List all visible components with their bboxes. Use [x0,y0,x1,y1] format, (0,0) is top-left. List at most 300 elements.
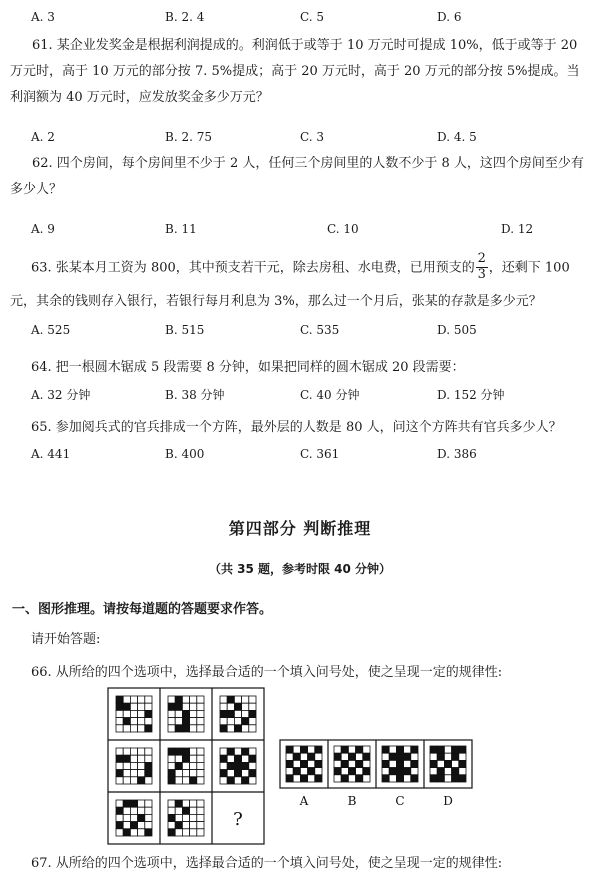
empty-square [182,777,189,784]
empty-square [197,718,204,725]
empty-square [116,829,123,836]
empty-square [197,696,204,703]
empty-square [300,768,307,775]
filled-square [145,829,152,836]
empty-square [356,753,363,760]
empty-square [234,777,241,784]
empty-square [293,760,300,767]
puzzle-matrix [108,688,264,844]
empty-square [197,777,204,784]
empty-square [227,755,234,762]
empty-square [123,710,130,717]
option-pattern-d [430,746,466,782]
filled-square [220,710,227,717]
option-label-d: D [443,794,453,808]
empty-square [348,760,355,767]
matrix-pattern-1 [116,696,152,732]
empty-square [444,775,451,782]
empty-square [227,770,234,777]
empty-square [234,748,241,755]
filled-square [220,725,227,732]
empty-square [242,755,249,762]
empty-square [116,777,123,784]
empty-square [116,800,123,807]
empty-square [168,696,175,703]
empty-square [168,725,175,732]
matrix-pattern-5 [168,748,204,784]
matrix-pattern-2 [168,696,204,732]
empty-square [168,800,175,807]
filled-square [363,753,370,760]
filled-square [138,814,145,821]
empty-square [116,814,123,821]
filled-square [356,746,363,753]
empty-square [411,753,418,760]
option-c: C. 10 [327,222,359,236]
filled-square [363,768,370,775]
empty-square [249,696,256,703]
empty-square [249,703,256,710]
empty-square [130,807,137,814]
question-64-text: 64. 把一根圆木锯成 5 段需要 8 分钟，如果把同样的圆木锯成 20 段需要： [31,360,465,375]
filled-square [138,777,145,784]
empty-square [363,775,370,782]
filled-square [437,753,444,760]
filled-square [249,710,256,717]
filled-square [182,710,189,717]
empty-square [404,775,411,782]
filled-square [175,725,182,732]
empty-square [382,768,389,775]
option-d: D. 505 [437,323,477,337]
empty-square [444,746,451,753]
option-b: B. 515 [165,323,205,337]
empty-square [130,696,137,703]
matrix-pattern-6 [220,748,256,784]
question-65-text: 65. 参加阅兵式的官兵排成一个方阵，最外层的人数是 80 人，问这个方阵共有官兵多少人？ [31,420,562,435]
filled-square [116,822,123,829]
empty-square [234,710,241,717]
empty-square [138,762,145,769]
filled-square [175,748,182,755]
filled-square [286,775,293,782]
empty-square [242,770,249,777]
filled-square [168,703,175,710]
empty-square [348,775,355,782]
question-66-text: 66. 从所给的四个选项中，选择最合适的一个填入问号处，使之呈现一定的规律性: [31,665,503,680]
fraction-numerator: 2 [477,251,486,266]
empty-square [175,770,182,777]
filled-square [234,770,241,777]
empty-square [389,760,396,767]
filled-square [227,777,234,784]
filled-square [182,807,189,814]
empty-square [242,703,249,710]
empty-square [138,807,145,814]
empty-square [249,748,256,755]
section-heading: 一、图形推理。请按每道题的答题要求作答。 [12,602,273,617]
empty-square [430,768,437,775]
empty-square [190,822,197,829]
empty-square [220,762,227,769]
filled-square [334,768,341,775]
option-c: C. 361 [300,447,340,461]
option-a: A. 9 [31,222,55,236]
filled-square [404,768,411,775]
filled-square [459,760,466,767]
empty-square [197,762,204,769]
empty-square [197,829,204,836]
empty-square [389,775,396,782]
empty-square [175,829,182,836]
filled-square [382,746,389,753]
filled-square [430,746,437,753]
option-d: D. 6 [437,10,462,24]
filled-square [123,800,130,807]
option-b: B. 11 [165,222,197,236]
filled-square [116,696,123,703]
filled-square [182,718,189,725]
empty-square [130,718,137,725]
empty-square [197,770,204,777]
empty-square [138,748,145,755]
empty-square [130,703,137,710]
filled-square [300,760,307,767]
empty-square [190,710,197,717]
filled-square [145,710,152,717]
filled-square [411,760,418,767]
filled-square [437,775,444,782]
part-subtitle: （共 35 题，参考时限 40 分钟） [208,562,392,576]
empty-square [459,768,466,775]
empty-square [138,725,145,732]
filled-square [242,777,249,784]
empty-square [249,762,256,769]
matrix-pattern-8 [168,800,204,836]
empty-square [123,777,130,784]
filled-square [308,753,315,760]
empty-square [130,829,137,836]
option-d: D. 152 分钟 [437,388,505,402]
filled-square [437,746,444,753]
filled-square [182,725,189,732]
empty-square [444,753,451,760]
empty-square [138,696,145,703]
empty-square [430,753,437,760]
filled-square [175,703,182,710]
option-c: C. 40 分钟 [300,388,360,402]
empty-square [130,770,137,777]
empty-square [168,807,175,814]
empty-square [123,696,130,703]
empty-square [145,777,152,784]
empty-square [300,753,307,760]
filled-square [452,746,459,753]
empty-square [123,770,130,777]
empty-square [356,768,363,775]
empty-square [138,718,145,725]
filled-square [168,748,175,755]
filled-square [116,703,123,710]
empty-square [123,807,130,814]
empty-square [341,768,348,775]
empty-square [138,800,145,807]
empty-square [168,718,175,725]
empty-square [437,760,444,767]
empty-square [145,814,152,821]
empty-square [182,822,189,829]
empty-square [197,748,204,755]
filled-square [242,762,249,769]
empty-square [190,770,197,777]
filled-square [315,760,322,767]
filled-square [227,748,234,755]
empty-square [341,753,348,760]
empty-square [389,746,396,753]
empty-square [116,718,123,725]
option-label-b: B [347,794,357,808]
question-67-text: 67. 从所给的四个选项中，选择最合适的一个填入问号处，使之呈现一定的规律性: [31,856,503,871]
filled-square [411,775,418,782]
filled-square [175,822,182,829]
empty-square [116,748,123,755]
empty-square [227,718,234,725]
matrix-pattern-7 [116,800,152,836]
filled-square [234,703,241,710]
empty-square [197,755,204,762]
filled-square [389,753,396,760]
option-a: A. 3 [31,10,55,24]
option-pattern-c [382,746,418,782]
filled-square [175,800,182,807]
option-d: D. 386 [437,447,477,461]
empty-square [130,755,137,762]
filled-square [168,777,175,784]
empty-square [404,760,411,767]
matrix-pattern-3 [220,696,256,732]
empty-square [197,710,204,717]
empty-square [138,710,145,717]
empty-square [145,822,152,829]
empty-square [197,800,204,807]
filled-square [396,775,403,782]
empty-square [227,725,234,732]
option-label-c: C [395,794,405,808]
empty-square [220,748,227,755]
option-a: A. 32 分钟 [31,388,91,402]
empty-square [220,718,227,725]
filled-square [220,770,227,777]
empty-square [197,814,204,821]
filled-square [348,768,355,775]
empty-square [145,718,152,725]
empty-square [444,768,451,775]
empty-square [145,807,152,814]
empty-square [220,777,227,784]
question-mark: ? [233,809,243,830]
empty-square [145,748,152,755]
filled-square [123,829,130,836]
empty-square [190,748,197,755]
empty-square [249,718,256,725]
empty-square [123,814,130,821]
filled-square [315,775,322,782]
filled-square [396,768,403,775]
empty-square [190,755,197,762]
empty-square [175,718,182,725]
empty-square [116,762,123,769]
empty-square [123,822,130,829]
empty-square [190,807,197,814]
filled-square [249,770,256,777]
empty-square [116,725,123,732]
filled-square [300,775,307,782]
filled-square [182,748,189,755]
empty-square [168,762,175,769]
empty-square [363,760,370,767]
filled-square [249,755,256,762]
question-61-text: 61. 某企业发奖金是根据利润提成的。利润低于或等于 10 万元时可提成 10%，低于或等于 20 万元时，高于 10 万元的部分按 7. 5%提成；高于 20 万元时，高于 20 万元的部分按 5%提成。当利润额为 40 万元时，应发放奖金多少万元？ [10,38,580,105]
empty-square [145,755,152,762]
empty-square [175,777,182,784]
empty-square [459,753,466,760]
filled-square [227,762,234,769]
empty-square [190,703,197,710]
filled-square [293,768,300,775]
filled-square [123,703,130,710]
empty-square [145,696,152,703]
filled-square [396,760,403,767]
filled-square [382,775,389,782]
empty-square [308,760,315,767]
empty-square [168,710,175,717]
part-title: 第四部分 判断推理 [228,519,372,538]
empty-square [334,775,341,782]
empty-square [242,696,249,703]
empty-square [138,829,145,836]
empty-square [123,748,130,755]
filled-square [430,775,437,782]
empty-square [382,753,389,760]
empty-square [190,718,197,725]
empty-square [182,829,189,836]
filled-square [459,746,466,753]
filled-square [341,775,348,782]
filled-square [130,822,137,829]
empty-square [452,760,459,767]
option-pattern-b [334,746,370,782]
empty-square [242,710,249,717]
option-a: A. 525 [31,323,71,337]
empty-square [286,768,293,775]
filled-square [123,718,130,725]
option-pattern-a [286,746,322,782]
empty-square [182,762,189,769]
option-c: C. 5 [300,10,325,24]
empty-square [190,829,197,836]
empty-square [220,696,227,703]
empty-square [116,710,123,717]
filled-square [356,760,363,767]
empty-square [175,807,182,814]
empty-square [190,696,197,703]
filled-square [145,762,152,769]
empty-square [145,703,152,710]
filled-square [308,768,315,775]
empty-square [242,725,249,732]
empty-square [234,718,241,725]
empty-square [130,725,137,732]
empty-square [363,746,370,753]
empty-square [175,710,182,717]
filled-square [175,762,182,769]
empty-square [145,800,152,807]
question-62-text: 62. 四个房间，每个房间里不少于 2 人，任何三个房间里的人数不少于 8 人，这四个房间至少有多少人？ [10,156,584,197]
empty-square [138,770,145,777]
option-a: A. 2 [31,130,55,144]
filled-square [130,800,137,807]
option-c: C. 3 [300,130,325,144]
filled-square [182,755,189,762]
empty-square [411,768,418,775]
filled-square [341,760,348,767]
filled-square [411,746,418,753]
empty-square [234,696,241,703]
empty-square [348,746,355,753]
empty-square [130,762,137,769]
filled-square [190,777,197,784]
empty-square [123,725,130,732]
filled-square [286,760,293,767]
empty-square [315,753,322,760]
empty-square [308,775,315,782]
filled-square [452,775,459,782]
empty-square [182,800,189,807]
filled-square [452,768,459,775]
empty-square [130,748,137,755]
filled-square [175,696,182,703]
empty-square [334,746,341,753]
option-c: C. 535 [300,323,340,337]
empty-square [182,770,189,777]
empty-square [130,814,137,821]
empty-square [190,814,197,821]
empty-square [404,746,411,753]
filled-square [168,770,175,777]
filled-square [444,760,451,767]
filled-square [168,814,175,821]
filled-square [382,760,389,767]
option-a: A. 441 [31,447,71,461]
puzzle-options [280,740,472,808]
option-b: B. 400 [165,447,205,461]
empty-square [190,725,197,732]
empty-square [286,753,293,760]
filled-square [452,753,459,760]
empty-square [130,710,137,717]
filled-square [116,807,123,814]
option-b: B. 2. 75 [165,130,212,144]
empty-square [197,807,204,814]
filled-square [242,748,249,755]
filled-square [168,829,175,836]
filled-square [145,770,152,777]
empty-square [168,755,175,762]
filled-square [389,768,396,775]
filled-square [227,710,234,717]
filled-square [396,746,403,753]
filled-square [404,753,411,760]
